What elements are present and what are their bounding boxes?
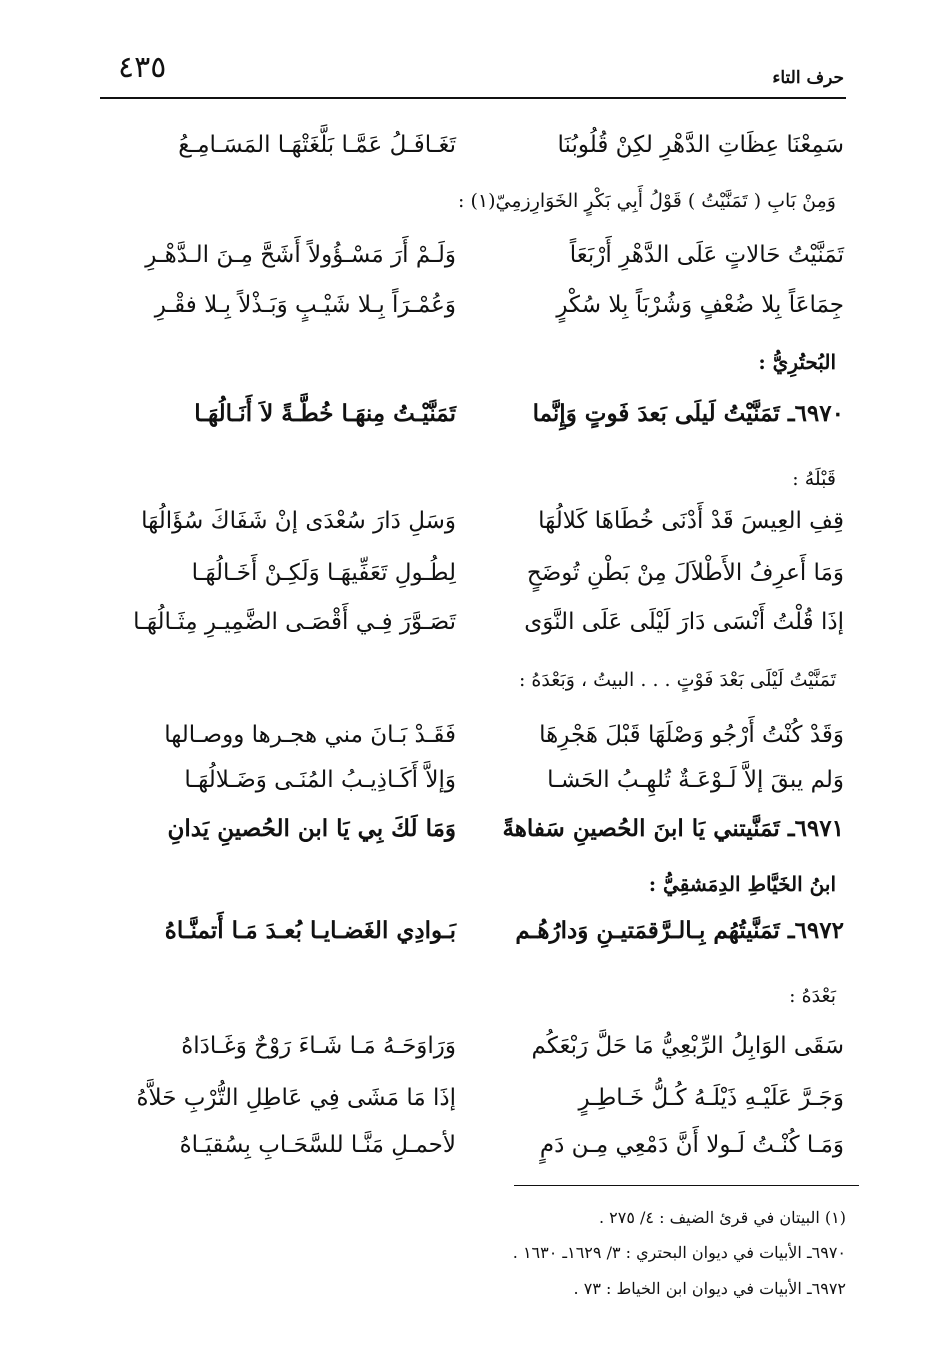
verse-second-hemistich: لأحمـلِ مَنَّـا للسَّحَـابِ بِسُقيَـاهُ <box>179 1132 456 1158</box>
prose-line: قَبْلَهُ : <box>792 468 836 490</box>
verse-first-hemistich: وَلم يبقَ إلاَّ لَـوْعَـةٌ تُلهِـبُ الحَشـا <box>547 767 844 793</box>
verse-second-hemistich: وَإلاَّ أَكَـاذِيـبُ المُنَـى وَضَـلالُهَـا <box>184 767 456 793</box>
verse-second-hemistich: لِطُـولِ تَعَفِّيهَـا وَلَكِـنْ أَخَـالُهَـا <box>191 560 456 586</box>
verse-second-hemistich: وَلَـمْ أَرَ مَسْـؤُولاً أَشَحَّ مِـنَ الـدَّهْـرِ <box>145 242 456 268</box>
numbered-verse-second-hemistich: تَمَنَّيْـتُ مِنهَـا خُطَّـةً لاَ أَنَـالُهَـا <box>194 400 456 427</box>
chapter-title: حرف التاء <box>772 68 844 88</box>
verse-first-hemistich: قِفِ العِيسَ قَدْ أَدْنَى خُطَاهَا كَلالُهَا <box>538 508 844 534</box>
verse-first-hemistich: وَمَا أَعرِفُ الأَطْلاَلَ مِنْ بَطْنِ تُوضَحٍ <box>526 560 844 586</box>
prose-line: وَمِنْ بَابِ ( تَمَنَّيْتُ ) قَوْلُ أَبِي بَكْرٍ الخَوَارِزمِيّ(١) : <box>458 190 836 212</box>
numbered-verse-second-hemistich: بَـوادِي الغَضـايـا بُعـدَ مَـا أَتمنَّـاهُ <box>164 917 456 944</box>
page-number: ٤٣٥ <box>118 50 167 85</box>
numbered-verse-first-hemistich: ٦٩٧٠ـ تَمَنَّيْتُ لَيلَى بَعدَ فَوتٍ وَإِنَّما <box>532 400 844 427</box>
verse-first-hemistich: جِمَاعَاً بِلا ضُعْفٍ وَشُرْبَاً بِلا سُكْرٍ <box>556 292 844 318</box>
verse-first-hemistich: سَمِعْنَا عِظَاتِ الدَّهْرِ لكِنْ قُلُوبُنَا <box>557 132 844 158</box>
verse-first-hemistich: سَقَى الوَابِلُ الرِّبْعِيُّ مَا حَلَّ رَبْعَكُم <box>531 1033 844 1059</box>
poet-heading: ابنُ الخَيَّاطِ الدِمَشقِيُّ : <box>648 872 836 896</box>
prose-line: تَمَنَّيْتُ لَيْلَى بَعْدَ فَوْتٍ . . . البيتُ ، وَبَعْدَهُ : <box>518 669 836 691</box>
footnote-1: (١) البيتان في قرئ الضيف : ٤/ ٢٧٥ . <box>598 1208 846 1227</box>
numbered-verse-second-hemistich: وَمَا لَكَ بِي يَا ابن الحُصينِ يَدانِ <box>167 815 456 842</box>
verse-second-hemistich: وَرَاوَحَـهُ مَـا شَـاءَ رَوْحٌ وَغَـادَاهُ <box>181 1033 456 1059</box>
footnote-2: ٦٩٧٠ـ الأبيات في ديوان البحتري : ٣/ ١٦٢٩ـ ١٦٣٠ . <box>512 1243 846 1262</box>
prose-line: بَعْدَهُ : <box>789 985 836 1007</box>
verse-second-hemistich: تَصَـوَّرَ فِـي أَقْصَـى الضَّمِيـرِ مِثَـالُهَـا <box>133 609 456 635</box>
verse-second-hemistich: وَسَلِ دَارَ سُعْدَى إنْ شَفَاكَ سُؤَالُهَا <box>141 508 456 534</box>
poet-heading: البُحتُرِيُّ : <box>758 350 836 374</box>
footnote-divider <box>514 1185 859 1186</box>
verse-second-hemistich: فَقَـدْ بَـانَ مني هجـرها ووصـالها <box>164 722 456 748</box>
numbered-verse-first-hemistich: ٦٩٧١ـ تَمَنَّيتني يَا ابنَ الحُصينِ سَفاهةً <box>502 815 844 842</box>
verse-first-hemistich: وَقَدْ كُنْتُ أَرْجُو وَصْلَهَا قَبْلَ هَجْرِهَا <box>539 722 844 748</box>
verse-first-hemistich: وَمَـا كُنْـتُ لَـولا أَنَّ دَمْعِي مِـن دَمٍ <box>539 1132 844 1158</box>
verse-first-hemistich: وَجَـرَّ عَلَيْـهِ ذَيْلَـهُ كُـلُّ خَـاطِـرٍ <box>578 1085 844 1111</box>
verse-second-hemistich: إذَا مَا مَشَى فِي عَاطِلِ التُّرْبِ حَلاَّهُ <box>136 1085 456 1111</box>
footnote-3: ٦٩٧٢ـ الأبيات في ديوان ابن الخياط : ٧٣ . <box>573 1279 846 1298</box>
verse-first-hemistich: تَمَنَّيْتُ حَالاتٍ عَلَى الدَّهْرِ أَرْبَعَاً <box>569 242 844 268</box>
verse-second-hemistich: تَغَـافَـلُ عَمَّـا بَلَّغَتْهَـا المَسَـامِـعُ <box>178 132 456 158</box>
verse-second-hemistich: وَعُمْـرَاً بِـلا شَيْـبٍ وَبَـذْلاً بِـلا فقْـرِ <box>154 292 456 318</box>
header-divider <box>100 97 846 99</box>
numbered-verse-first-hemistich: ٦٩٧٢ـ تَمَنَّيتُهُم بِـالـرَّقمَتيـنِ وَدارُهُـم <box>515 917 844 944</box>
verse-first-hemistich: إذَا قُلْتُ أَنْسَى دَارَ لَيْلَى عَلَى النَّوَى <box>524 609 844 635</box>
